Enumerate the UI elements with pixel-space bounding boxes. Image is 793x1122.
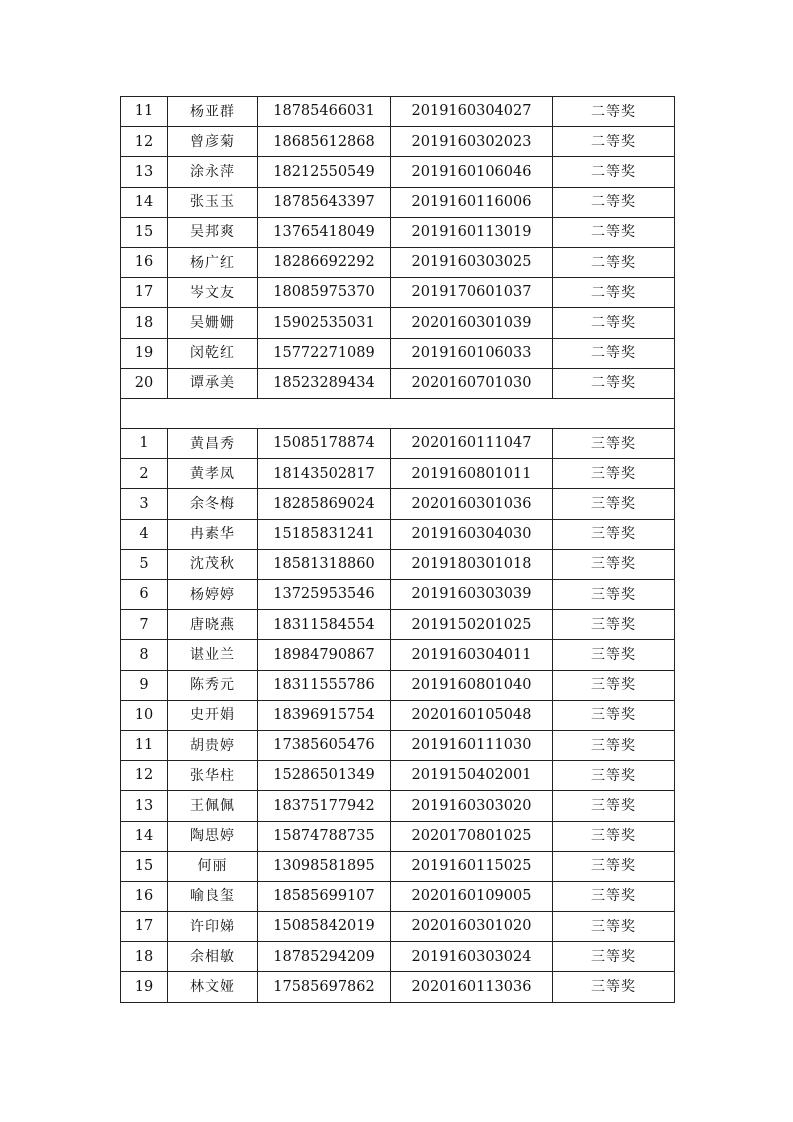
award-level-cell: 三等奖 <box>553 549 675 579</box>
phone-number-cell: 15085842019 <box>258 912 391 942</box>
phone-number-cell: 15085178874 <box>258 429 391 459</box>
student-name-cell: 何丽 <box>168 851 258 881</box>
student-id-cell: 2019160303039 <box>391 580 553 610</box>
award-level-cell: 二等奖 <box>553 308 675 338</box>
row-number-cell: 18 <box>121 308 168 338</box>
student-name-cell: 余相敏 <box>168 942 258 972</box>
row-number-cell: 19 <box>121 972 168 1002</box>
student-id-cell: 2019160106033 <box>391 338 553 368</box>
row-number-cell: 18 <box>121 942 168 972</box>
row-number-cell: 15 <box>121 851 168 881</box>
student-name-cell: 黄孝凤 <box>168 459 258 489</box>
award-level-cell: 三等奖 <box>553 670 675 700</box>
student-id-cell: 2020160301039 <box>391 308 553 338</box>
award-winners-table <box>120 96 675 1003</box>
row-number-cell: 12 <box>121 127 168 157</box>
phone-number-cell: 18581318860 <box>258 549 391 579</box>
award-level-cell: 二等奖 <box>553 278 675 308</box>
phone-number-cell: 15772271089 <box>258 338 391 368</box>
row-number-cell: 8 <box>121 640 168 670</box>
table-row <box>121 187 675 217</box>
student-id-cell: 2020170801025 <box>391 821 553 851</box>
row-number-cell: 3 <box>121 489 168 519</box>
award-level-cell: 三等奖 <box>553 459 675 489</box>
student-name-cell: 张玉玉 <box>168 187 258 217</box>
row-number-cell: 14 <box>121 187 168 217</box>
phone-number-cell: 18375177942 <box>258 791 391 821</box>
student-name-cell: 岑文友 <box>168 278 258 308</box>
table-row <box>121 730 675 760</box>
award-level-cell: 三等奖 <box>553 700 675 730</box>
row-number-cell: 9 <box>121 670 168 700</box>
table-row <box>121 157 675 187</box>
award-level-cell: 三等奖 <box>553 640 675 670</box>
award-level-cell: 二等奖 <box>553 338 675 368</box>
student-name-cell: 沈茂秋 <box>168 549 258 579</box>
student-name-cell: 许印娣 <box>168 912 258 942</box>
row-number-cell: 11 <box>121 97 168 127</box>
award-level-cell: 三等奖 <box>553 851 675 881</box>
table-row <box>121 247 675 277</box>
student-id-cell: 2020160701030 <box>391 368 553 398</box>
table-row <box>121 640 675 670</box>
phone-number-cell: 18785643397 <box>258 187 391 217</box>
phone-number-cell: 15902535031 <box>258 308 391 338</box>
student-id-cell: 2019160303024 <box>391 942 553 972</box>
student-id-cell: 2020160109005 <box>391 881 553 911</box>
award-table-body <box>121 97 675 1003</box>
row-number-cell: 17 <box>121 912 168 942</box>
table-row <box>121 519 675 549</box>
student-name-cell: 杨婷婷 <box>168 580 258 610</box>
table-row <box>121 217 675 247</box>
table-row <box>121 127 675 157</box>
student-id-cell: 2019150201025 <box>391 610 553 640</box>
row-number-cell: 16 <box>121 881 168 911</box>
student-id-cell: 2019150402001 <box>391 761 553 791</box>
award-level-cell: 三等奖 <box>553 791 675 821</box>
table-row <box>121 278 675 308</box>
phone-number-cell: 18396915754 <box>258 700 391 730</box>
phone-number-cell: 13098581895 <box>258 851 391 881</box>
student-name-cell: 吴姗姗 <box>168 308 258 338</box>
student-id-cell: 2019160304030 <box>391 519 553 549</box>
student-id-cell: 2019160801011 <box>391 459 553 489</box>
table-row <box>121 368 675 398</box>
award-level-cell: 三等奖 <box>553 489 675 519</box>
phone-number-cell: 18286692292 <box>258 247 391 277</box>
row-number-cell: 7 <box>121 610 168 640</box>
row-number-cell: 6 <box>121 580 168 610</box>
student-name-cell: 涂永萍 <box>168 157 258 187</box>
row-number-cell: 4 <box>121 519 168 549</box>
student-name-cell: 杨亚群 <box>168 97 258 127</box>
student-name-cell: 杨广红 <box>168 247 258 277</box>
student-name-cell: 胡贵婷 <box>168 730 258 760</box>
award-level-cell: 三等奖 <box>553 972 675 1002</box>
table-row <box>121 97 675 127</box>
table-row <box>121 761 675 791</box>
student-name-cell: 陈秀元 <box>168 670 258 700</box>
award-level-cell: 二等奖 <box>553 247 675 277</box>
table-row <box>121 821 675 851</box>
award-level-cell: 二等奖 <box>553 157 675 187</box>
phone-number-cell: 18984790867 <box>258 640 391 670</box>
student-id-cell: 2019160106046 <box>391 157 553 187</box>
student-id-cell: 2019160116006 <box>391 187 553 217</box>
table-row <box>121 912 675 942</box>
table-row <box>121 610 675 640</box>
award-level-cell: 三等奖 <box>553 761 675 791</box>
table-row <box>121 489 675 519</box>
student-name-cell: 余冬梅 <box>168 489 258 519</box>
award-level-cell: 二等奖 <box>553 97 675 127</box>
student-id-cell: 2019160303025 <box>391 247 553 277</box>
phone-number-cell: 18212550549 <box>258 157 391 187</box>
row-number-cell: 12 <box>121 761 168 791</box>
student-name-cell: 张华柱 <box>168 761 258 791</box>
student-id-cell: 2020160111047 <box>391 429 553 459</box>
phone-number-cell: 18585699107 <box>258 881 391 911</box>
row-number-cell: 2 <box>121 459 168 489</box>
table-row <box>121 580 675 610</box>
award-level-cell: 二等奖 <box>553 127 675 157</box>
award-level-cell: 二等奖 <box>553 187 675 217</box>
table-row <box>121 791 675 821</box>
row-number-cell: 10 <box>121 700 168 730</box>
student-id-cell: 2020160113036 <box>391 972 553 1002</box>
student-id-cell: 2019160303020 <box>391 791 553 821</box>
phone-number-cell: 13765418049 <box>258 217 391 247</box>
row-number-cell: 5 <box>121 549 168 579</box>
row-number-cell: 19 <box>121 338 168 368</box>
student-name-cell: 林文娅 <box>168 972 258 1002</box>
row-number-cell: 13 <box>121 791 168 821</box>
phone-number-cell: 15874788735 <box>258 821 391 851</box>
student-name-cell: 喻良玺 <box>168 881 258 911</box>
student-id-cell: 2019160111030 <box>391 730 553 760</box>
student-name-cell: 曾彦菊 <box>168 127 258 157</box>
student-name-cell: 冉素华 <box>168 519 258 549</box>
table-row <box>121 429 675 459</box>
phone-number-cell: 18143502817 <box>258 459 391 489</box>
student-id-cell: 2019160304027 <box>391 97 553 127</box>
row-number-cell: 11 <box>121 730 168 760</box>
student-name-cell: 唐晓燕 <box>168 610 258 640</box>
row-number-cell: 20 <box>121 368 168 398</box>
table-row <box>121 338 675 368</box>
phone-number-cell: 18311555786 <box>258 670 391 700</box>
student-id-cell: 2019170601037 <box>391 278 553 308</box>
award-level-cell: 三等奖 <box>553 942 675 972</box>
row-number-cell: 14 <box>121 821 168 851</box>
phone-number-cell: 18523289434 <box>258 368 391 398</box>
award-level-cell: 三等奖 <box>553 912 675 942</box>
phone-number-cell: 17385605476 <box>258 730 391 760</box>
phone-number-cell: 18085975370 <box>258 278 391 308</box>
student-id-cell: 2019160304011 <box>391 640 553 670</box>
student-id-cell: 2019180301018 <box>391 549 553 579</box>
table-row <box>121 670 675 700</box>
student-name-cell: 史开娟 <box>168 700 258 730</box>
student-id-cell: 2019160801040 <box>391 670 553 700</box>
student-name-cell: 闵乾红 <box>168 338 258 368</box>
student-id-cell: 2020160105048 <box>391 700 553 730</box>
award-level-cell: 三等奖 <box>553 821 675 851</box>
table-row <box>121 700 675 730</box>
phone-number-cell: 18285869024 <box>258 489 391 519</box>
table-row <box>121 459 675 489</box>
phone-number-cell: 17585697862 <box>258 972 391 1002</box>
row-number-cell: 16 <box>121 247 168 277</box>
table-row <box>121 308 675 338</box>
student-id-cell: 2020160301036 <box>391 489 553 519</box>
phone-number-cell: 18311584554 <box>258 610 391 640</box>
section-separator-cell <box>121 398 675 428</box>
phone-number-cell: 15185831241 <box>258 519 391 549</box>
student-name-cell: 王佩佩 <box>168 791 258 821</box>
row-number-cell: 13 <box>121 157 168 187</box>
student-id-cell: 2019160302023 <box>391 127 553 157</box>
phone-number-cell: 18785466031 <box>258 97 391 127</box>
student-name-cell: 陶思婷 <box>168 821 258 851</box>
row-number-cell: 17 <box>121 278 168 308</box>
table-row <box>121 549 675 579</box>
student-id-cell: 2020160301020 <box>391 912 553 942</box>
award-level-cell: 三等奖 <box>553 580 675 610</box>
student-name-cell: 谭承美 <box>168 368 258 398</box>
table-row <box>121 972 675 1002</box>
award-level-cell: 三等奖 <box>553 881 675 911</box>
award-level-cell: 三等奖 <box>553 429 675 459</box>
award-level-cell: 三等奖 <box>553 610 675 640</box>
award-level-cell: 三等奖 <box>553 519 675 549</box>
student-name-cell: 黄昌秀 <box>168 429 258 459</box>
table-row <box>121 881 675 911</box>
student-name-cell: 谌业兰 <box>168 640 258 670</box>
student-name-cell: 吴邦爽 <box>168 217 258 247</box>
row-number-cell: 1 <box>121 429 168 459</box>
row-number-cell: 15 <box>121 217 168 247</box>
section-separator-row <box>121 398 675 428</box>
phone-number-cell: 18785294209 <box>258 942 391 972</box>
phone-number-cell: 13725953546 <box>258 580 391 610</box>
phone-number-cell: 18685612868 <box>258 127 391 157</box>
award-level-cell: 二等奖 <box>553 368 675 398</box>
award-level-cell: 三等奖 <box>553 730 675 760</box>
phone-number-cell: 15286501349 <box>258 761 391 791</box>
table-row <box>121 851 675 881</box>
table-row <box>121 942 675 972</box>
student-id-cell: 2019160113019 <box>391 217 553 247</box>
award-level-cell: 二等奖 <box>553 217 675 247</box>
student-id-cell: 2019160115025 <box>391 851 553 881</box>
